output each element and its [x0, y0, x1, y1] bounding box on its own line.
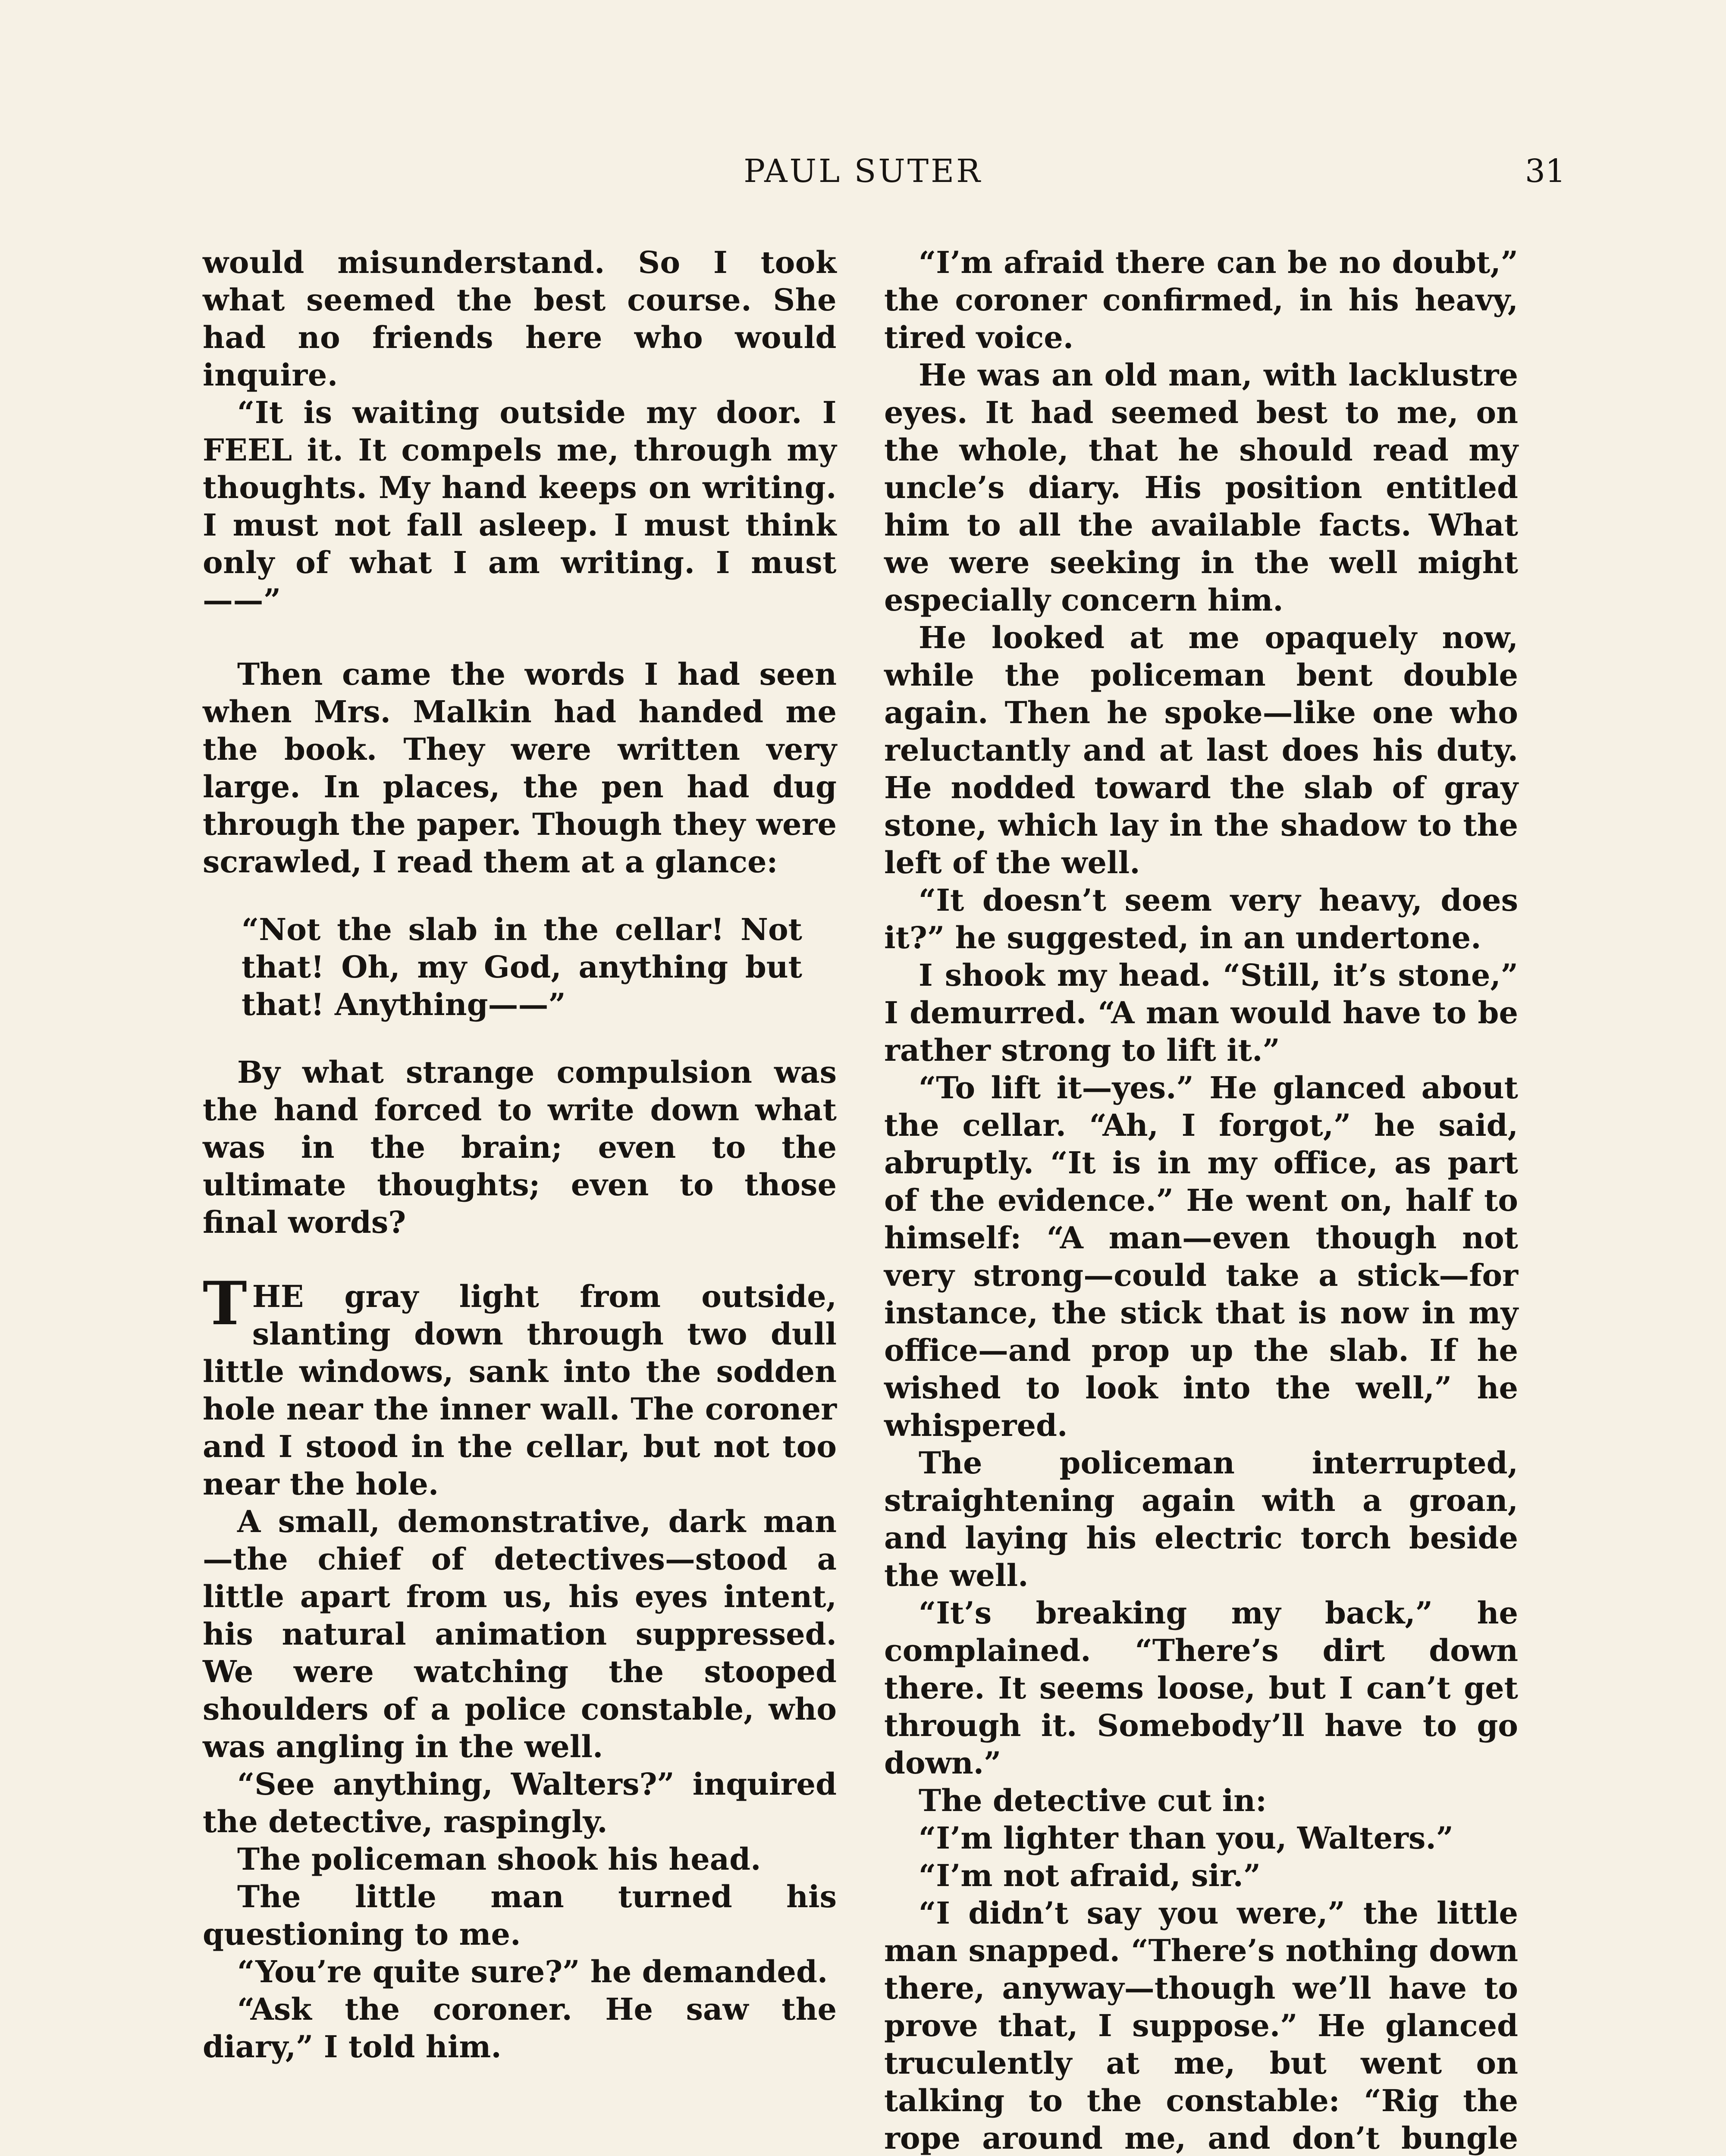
diary-paragraph: would misunderstand. So I took what seemed the best course. She had no friends here who would inquire. — [203, 244, 837, 393]
quote-text: “Not the slab in the cellar! Not that! Oh, my God, anything but that! Anything——” — [242, 912, 802, 1022]
body-paragraph: “I’m not afraid, sir.” — [919, 1858, 1261, 1893]
body-paragraph: “I’m afraid there can be no doubt,” the coroner confirmed, in his heavy, tired voice. — [884, 244, 1518, 355]
body-paragraph: A small, demonstrative, dark man —the chief of detectives—stood a little apart from us, his eyes intent, his natural animation suppressed. We were watching the stooped shoulders of a police constable, who was angling in the well. — [203, 1504, 837, 1764]
page-number: 31 — [1525, 153, 1566, 190]
body-paragraph: “It’s breaking my back,” he complained. “There’s dirt down there. It seems loose, but I can’t get through it. Somebody’ll have to go down.” — [884, 1595, 1518, 1781]
body-paragraph: By what strange compulsion was the hand forced to write down what was in the brain; even to the ultimate thoughts; even to those final words? — [203, 1054, 837, 1240]
body-paragraph: “To lift it—yes.” He glanced about the cellar. “Ah, I forgot,” he said, abruptly. “It is in my office, as part of the evidence.” He went on, half to himself: “A man—even though not very strong—could take a stick—for instance, the stick that is now in my office—and prop up the slab. If he wished to look into the well,” he whispered. — [884, 1070, 1518, 1443]
body-paragraph: The detective cut in: — [919, 1783, 1267, 1818]
body-paragraph: “See anything, Walters?” inquired the detective, raspingly. — [203, 1766, 837, 1839]
running-header-title: PAUL SUTER — [744, 153, 982, 190]
left-column — [203, 244, 837, 2065]
diary-quote — [203, 911, 837, 1023]
body-paragraph: He was an old man, with lacklustre eyes. It had seemed best to me, on the whole, that he should read my uncle’s diary. His position entitled him to all the available facts. What we were seeking in the well might especially concern him. — [884, 357, 1518, 618]
body-paragraph: “You’re quite sure?” he demanded. — [237, 1954, 828, 1990]
body-paragraph: “I’m lighter than you, Walters.” — [919, 1820, 1454, 1856]
section-opening-text: HE gray light from outside, slanting down through two dull little windows, sank into the sodden hole near the inner wall. The coroner and I stood in the cellar, but not too near the hole. — [203, 1279, 837, 1502]
body-paragraph: Then came the words I had seen when Mrs. Malkin had handed me the book. They were written very large. In places, the pen had dug through the paper. Though they were scrawled, I read them at a glance: — [203, 656, 837, 880]
body-paragraph: “I didn’t say you were,” the little man snapped. “There’s nothing down there, anyway—though we’ll have to prove that, I suppose.” He glanced truculently at me, but went on talking to the constable: “Rig the rope around me, and don’t bungle — [884, 1895, 1518, 2156]
body-paragraph: “Ask the coroner. He saw the diary,” I told him. — [203, 1991, 837, 2065]
body-paragraph: He looked at me opaquely now, while the policeman bent double again. Then he spoke—like one who reluctantly and at last does his duty. He nodded toward the slab of gray stone, which lay in the shadow to the left of the well. — [884, 620, 1518, 881]
drop-cap: T — [203, 1268, 247, 1338]
right-column — [884, 244, 1518, 2156]
diary-excerpt — [203, 244, 837, 619]
body-paragraph: The policeman shook his head. — [237, 1841, 761, 1877]
body-paragraph: “It doesn’t seem very heavy, does it?” he suggested, in an undertone. — [884, 882, 1518, 956]
body-paragraph: The policeman interrupted, straightening again with a groan, and laying his electric torch beside the well. — [884, 1445, 1518, 1593]
body-paragraph: I shook my head. “Still, it’s stone,” I demurred. “A man would have to be rather strong to lift it.” — [884, 957, 1518, 1068]
body-paragraph: The little man turned his questioning to me. — [203, 1879, 837, 1952]
diary-paragraph: “It is waiting outside my door. I FEEL it. It compels me, through my thoughts. My hand keeps on writing. I must not fall asleep. I must think only of what I am writing. I must——” — [203, 395, 837, 618]
section-opening-paragraph — [203, 1268, 837, 1503]
